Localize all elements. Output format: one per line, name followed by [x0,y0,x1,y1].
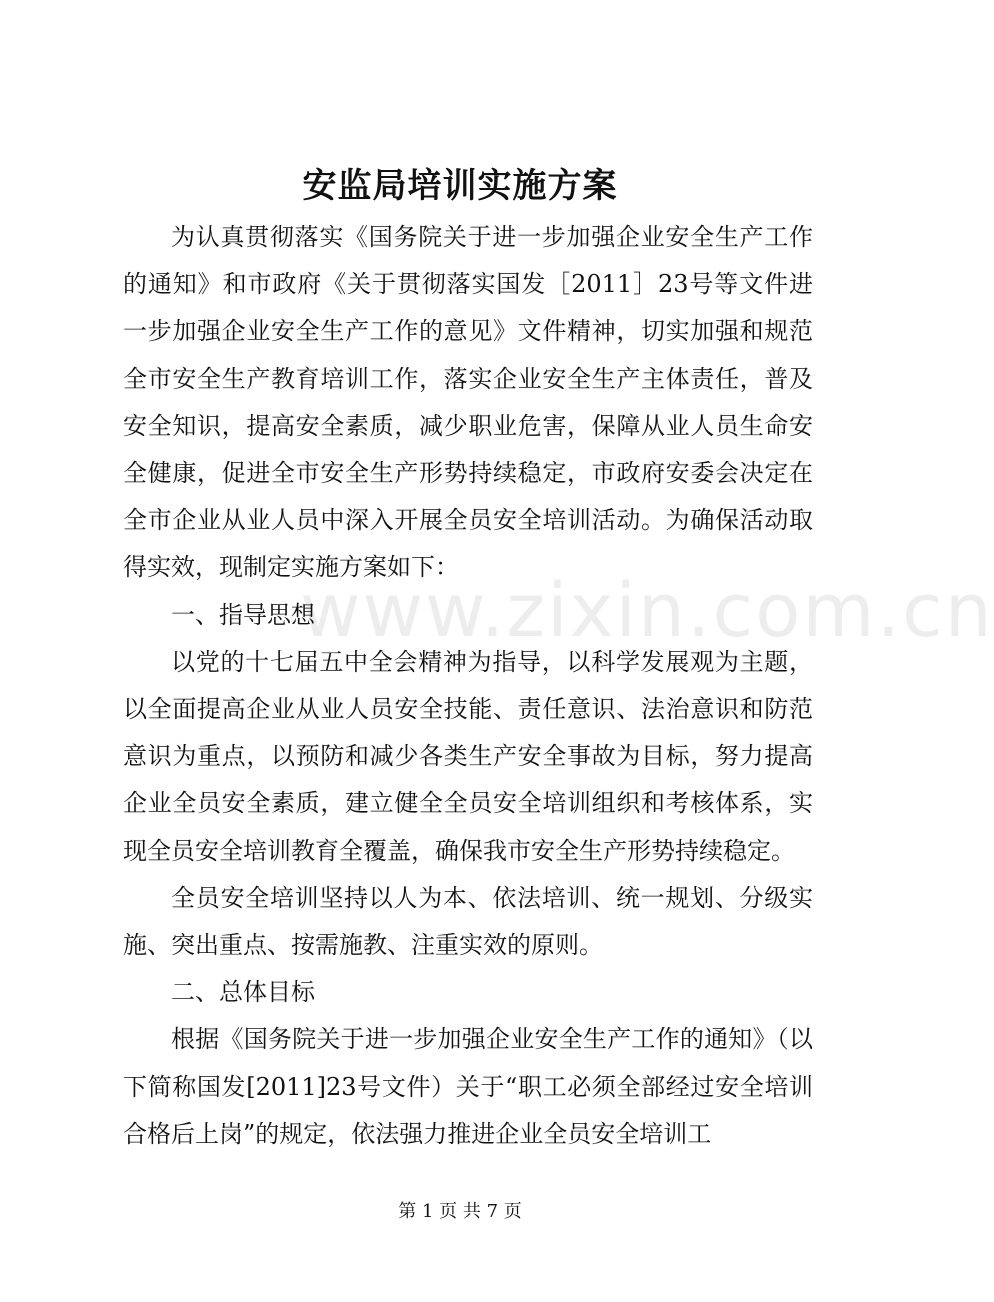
page-footer: 第 1 页 共 7 页 [398,1201,522,1222]
paragraph-guiding-ideology: 以党的十七届五中全会精神为指导，以科学发展观为主题，以全面提高企业从业人员安全技能、责任意识、法治意识和防范意识为重点，以预防和减少各类生产安全事故为目标，努力提高企业全员安全素质，建立健全全员安全培训组织和考核体系，实现全员安全培训教育全覆盖，确保我市安全生产形势持续稳定。 [123,647,813,865]
paragraph-overall-goals: 根据《国务院关于进一步加强企业安全生产工作的通知》（以下简称国发[2011]23号文件）关于“职工必须全部经过安全培训合格后上岗”的规定，依法强力推进企业全员安全培训工 [123,1025,813,1148]
section-heading-overall-goals: 二、总体目标 [171,978,315,1007]
paragraph-intro: 为认真贯彻落实《国务院关于进一步加强企业安全生产工作的通知》和市政府《关于贯彻落实国发［2011］23号等文件进一步加强企业安全生产工作的意见》文件精神，切实加强和规范全市安全生产教育培训工作，落实企业安全生产主体责任，普及安全知识，提高安全素质，减少职业危害，保障从业人员生命安全健康，促进全市安全生产形势持续稳定，市政府安委会决定在全市企业从业人员中深入开展全员安全培训活动。为确保活动取得实效，现制定实施方案如下： [123,223,813,582]
document-body [123,214,813,1158]
section-heading-guiding-ideology: 一、指导思想 [171,600,315,629]
document-title: 安监局培训实施方案 [302,166,618,206]
watermark: www.zixin.com.cn [300,568,994,654]
paragraph-principles: 全员安全培训坚持以人为本、依法培训、统一规划、分级实施、突出重点、按需施教、注重实效的原则。 [123,883,813,960]
